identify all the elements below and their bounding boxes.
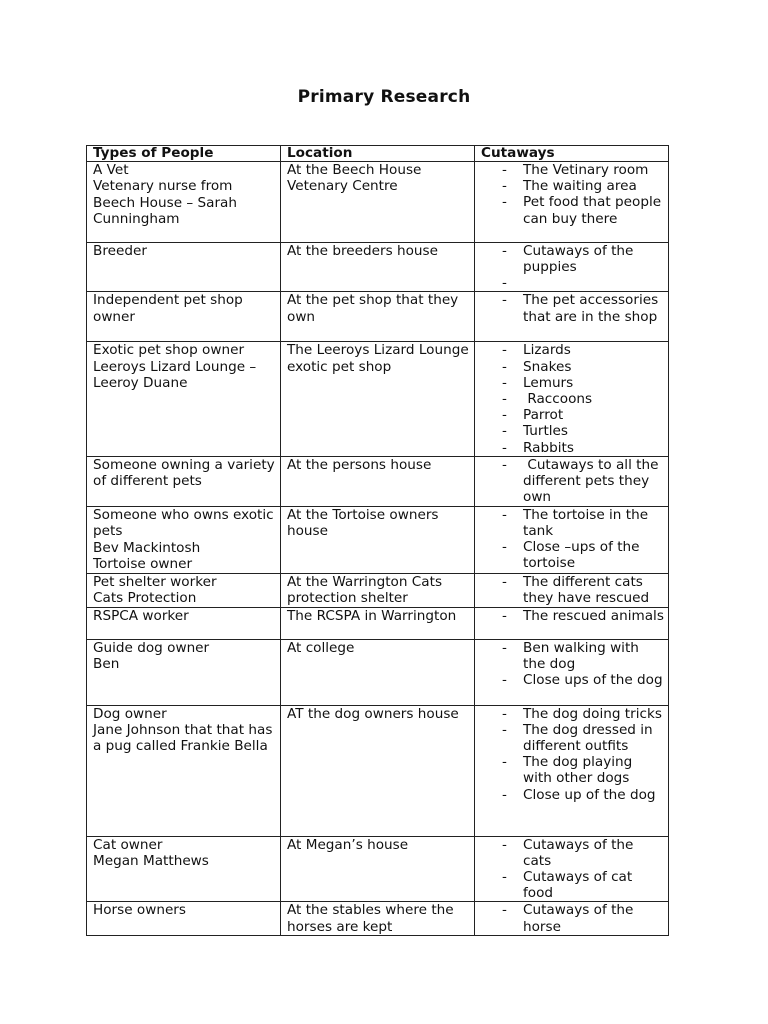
people-line: Leeroys Lizard Lounge – Leeroy Duane bbox=[93, 358, 257, 392]
cell-types-of-people bbox=[87, 506, 281, 573]
bullet-dash: - bbox=[502, 162, 507, 178]
people-line: Pet shelter worker bbox=[93, 573, 217, 590]
cell-types-of-people bbox=[87, 573, 281, 607]
bullet-dash: - bbox=[502, 836, 507, 853]
cell-cutaways bbox=[475, 292, 669, 342]
cutaway-text: The different cats they have rescued bbox=[523, 573, 650, 607]
cutaway-text: The dog doing tricks bbox=[523, 705, 662, 722]
table-row bbox=[87, 292, 669, 342]
bullet-dash: - bbox=[502, 539, 507, 556]
cell-types-of-people bbox=[87, 639, 281, 705]
table-row bbox=[87, 243, 669, 292]
people-line: Ben bbox=[93, 656, 120, 673]
cutaway-item bbox=[475, 706, 664, 722]
header-cutaways: Cutaways bbox=[475, 146, 669, 162]
cutaway-text: Close ups of the dog bbox=[523, 672, 663, 689]
cutaway-list bbox=[475, 902, 664, 934]
bullet-dash: - bbox=[502, 374, 507, 391]
cutaway-list bbox=[475, 706, 664, 803]
bullet-dash: - bbox=[502, 275, 507, 292]
cutaway-text: The dog playing with other dogs bbox=[523, 754, 637, 787]
cutaway-item bbox=[475, 539, 664, 571]
cutaway-text: The rescued animals bbox=[523, 607, 664, 624]
cell-location: At college bbox=[281, 639, 475, 705]
table-row bbox=[87, 639, 669, 705]
cutaway-text: Parrot bbox=[523, 407, 564, 424]
cutaway-text: The tortoise in the tank bbox=[523, 506, 653, 540]
table-row bbox=[87, 573, 669, 607]
cutaway-text: Snakes bbox=[523, 358, 572, 375]
cell-cutaways bbox=[475, 573, 669, 607]
cutaway-item bbox=[475, 423, 664, 439]
header-types-of-people: Types of People bbox=[87, 146, 281, 162]
people-line: Dog owner bbox=[93, 705, 167, 722]
cell-cutaways bbox=[475, 639, 669, 705]
cell-types-of-people bbox=[87, 902, 281, 936]
cell-types-of-people bbox=[87, 243, 281, 292]
people-line: Horse owners bbox=[93, 902, 186, 919]
table-row bbox=[87, 162, 669, 243]
cutaway-list bbox=[475, 292, 664, 324]
cell-cutaways bbox=[475, 456, 669, 506]
cutaway-text: Close up of the dog bbox=[523, 786, 656, 803]
cell-location: At the Tortoise owners house bbox=[281, 506, 475, 573]
cutaway-item bbox=[475, 787, 664, 803]
table-row bbox=[87, 342, 669, 456]
table-body bbox=[87, 162, 669, 936]
bullet-dash: - bbox=[502, 178, 507, 195]
cutaway-text: The pet accessories that are in the shop bbox=[523, 292, 663, 325]
people-line: Independent pet shop owner bbox=[93, 292, 243, 325]
cell-location: At the Warrington Cats protection shelter bbox=[281, 573, 475, 607]
table-row bbox=[87, 836, 669, 902]
cutaway-text: Cutaways of cat food bbox=[523, 869, 637, 902]
cutaway-item bbox=[475, 194, 664, 226]
cell-types-of-people bbox=[87, 607, 281, 639]
cutaway-list bbox=[475, 457, 664, 506]
cutaway-list bbox=[475, 342, 664, 455]
bullet-dash: - bbox=[502, 243, 507, 259]
cutaway-item bbox=[475, 754, 664, 786]
people-line: Tortoise owner bbox=[93, 556, 193, 573]
cell-types-of-people bbox=[87, 162, 281, 243]
table-row bbox=[87, 705, 669, 836]
cutaway-text: Lizards bbox=[523, 342, 571, 359]
cell-location: At the persons house bbox=[281, 456, 475, 506]
table-row bbox=[87, 607, 669, 639]
cutaway-item bbox=[475, 275, 664, 291]
cutaway-list bbox=[475, 574, 664, 606]
bullet-dash: - bbox=[502, 423, 507, 440]
bullet-dash: - bbox=[502, 869, 507, 886]
cutaway-item bbox=[475, 162, 664, 178]
cutaway-item bbox=[475, 640, 664, 672]
table-row bbox=[87, 902, 669, 936]
bullet-dash: - bbox=[502, 607, 507, 624]
bullet-dash: - bbox=[502, 902, 507, 919]
bullet-dash: - bbox=[502, 721, 507, 738]
cutaway-item bbox=[475, 672, 664, 688]
cutaway-text: Rabbits bbox=[523, 439, 574, 456]
table-row bbox=[87, 456, 669, 506]
people-line: Guide dog owner bbox=[93, 639, 210, 656]
cutaway-list bbox=[475, 507, 664, 572]
cutaway-text: Raccoons bbox=[523, 391, 593, 408]
cell-types-of-people bbox=[87, 342, 281, 456]
cutaway-text: Close –ups of the tortoise bbox=[523, 539, 644, 572]
cell-cutaways bbox=[475, 607, 669, 639]
bullet-dash: - bbox=[502, 342, 507, 359]
people-line: RSPCA worker bbox=[93, 607, 189, 624]
cutaway-text: The dog dressed in different outfits bbox=[523, 721, 657, 755]
cell-types-of-people bbox=[87, 456, 281, 506]
cutaway-text: Lemurs bbox=[523, 374, 574, 391]
cutaway-item bbox=[475, 722, 664, 754]
cutaway-list bbox=[475, 243, 664, 291]
cutaway-list bbox=[475, 162, 664, 227]
cutaway-item bbox=[475, 457, 664, 506]
cell-cutaways bbox=[475, 902, 669, 936]
cell-location: At the Beech House Vetenary Centre bbox=[281, 162, 475, 243]
bullet-dash: - bbox=[502, 292, 507, 309]
research-table bbox=[86, 145, 669, 936]
cutaway-text: The Vetinary room bbox=[523, 162, 649, 178]
bullet-dash: - bbox=[502, 506, 507, 523]
people-line: Jane Johnson that that has a pug called Frankie Bella bbox=[93, 722, 273, 755]
cutaway-text: Turtles bbox=[523, 423, 568, 440]
people-line: Vetenary nurse from Beech House – Sarah Cunningham bbox=[93, 178, 237, 228]
cutaway-text: Cutaways of the horse bbox=[523, 902, 638, 935]
people-line: Exotic pet shop owner bbox=[93, 342, 245, 359]
cutaway-item bbox=[475, 342, 664, 358]
bullet-dash: - bbox=[502, 194, 507, 211]
cell-location: The Leeroys Lizard Lounge exotic pet shop bbox=[281, 342, 475, 456]
people-line: Breeder bbox=[93, 243, 147, 259]
cutaway-item bbox=[475, 292, 664, 324]
table-row bbox=[87, 506, 669, 573]
cutaway-list bbox=[475, 608, 664, 624]
table-header-row bbox=[87, 146, 669, 162]
cell-location: At the breeders house bbox=[281, 243, 475, 292]
bullet-dash: - bbox=[502, 407, 507, 424]
cell-location: At the pet shop that they own bbox=[281, 292, 475, 342]
people-line: Cat owner bbox=[93, 836, 163, 853]
cutaway-item bbox=[475, 375, 664, 391]
cutaway-text: Cutaways of the puppies bbox=[523, 243, 638, 276]
cell-location: At Megan’s house bbox=[281, 836, 475, 902]
cutaway-item bbox=[475, 391, 664, 407]
cutaway-item bbox=[475, 608, 664, 624]
cutaway-text: Ben walking with the dog bbox=[523, 639, 644, 672]
cutaway-text: Cutaways of the cats bbox=[523, 836, 638, 869]
cutaway-item bbox=[475, 178, 664, 194]
cutaway-list bbox=[475, 837, 664, 902]
cutaway-text: The waiting area bbox=[523, 178, 637, 195]
cell-location: At the stables where the horses are kept bbox=[281, 902, 475, 936]
cell-location: The RCSPA in Warrington bbox=[281, 607, 475, 639]
bullet-dash: - bbox=[502, 391, 507, 408]
people-line: Bev Mackintosh bbox=[93, 539, 201, 556]
cell-location: AT the dog owners house bbox=[281, 705, 475, 836]
bullet-dash: - bbox=[502, 456, 507, 473]
header-location: Location bbox=[281, 146, 475, 162]
bullet-dash: - bbox=[502, 439, 507, 456]
bullet-dash: - bbox=[502, 754, 507, 771]
cell-types-of-people bbox=[87, 836, 281, 902]
cutaway-item bbox=[475, 359, 664, 375]
cutaway-item bbox=[475, 837, 664, 869]
bullet-dash: - bbox=[502, 358, 507, 375]
people-line: Megan Matthews bbox=[93, 853, 209, 870]
people-line: Someone who owns exotic pets bbox=[93, 506, 274, 540]
cell-cutaways bbox=[475, 705, 669, 836]
cutaway-item bbox=[475, 407, 664, 423]
bullet-dash: - bbox=[502, 639, 507, 656]
cutaway-text: Pet food that people can buy there bbox=[523, 194, 666, 227]
cutaway-item bbox=[475, 869, 664, 901]
cell-cutaways bbox=[475, 342, 669, 456]
cutaway-item bbox=[475, 507, 664, 539]
cutaway-list bbox=[475, 640, 664, 689]
cutaway-item bbox=[475, 902, 664, 934]
cell-cutaways bbox=[475, 506, 669, 573]
cell-types-of-people bbox=[87, 292, 281, 342]
cell-cutaways bbox=[475, 243, 669, 292]
cell-cutaways bbox=[475, 836, 669, 902]
cutaway-item bbox=[475, 243, 664, 275]
cell-cutaways bbox=[475, 162, 669, 243]
bullet-dash: - bbox=[502, 786, 507, 803]
cutaway-text: Cutaways to all the different pets they own bbox=[523, 456, 663, 506]
people-line: Cats Protection bbox=[93, 590, 197, 607]
bullet-dash: - bbox=[502, 705, 507, 722]
bullet-dash: - bbox=[502, 573, 507, 590]
cell-types-of-people bbox=[87, 705, 281, 836]
document-title: Primary Research bbox=[297, 87, 471, 107]
people-line: Someone owning a variety of different pets bbox=[93, 456, 275, 490]
cutaway-item bbox=[475, 440, 664, 456]
cutaway-item bbox=[475, 574, 664, 606]
people-line: A Vet bbox=[93, 162, 129, 178]
bullet-dash: - bbox=[502, 672, 507, 689]
